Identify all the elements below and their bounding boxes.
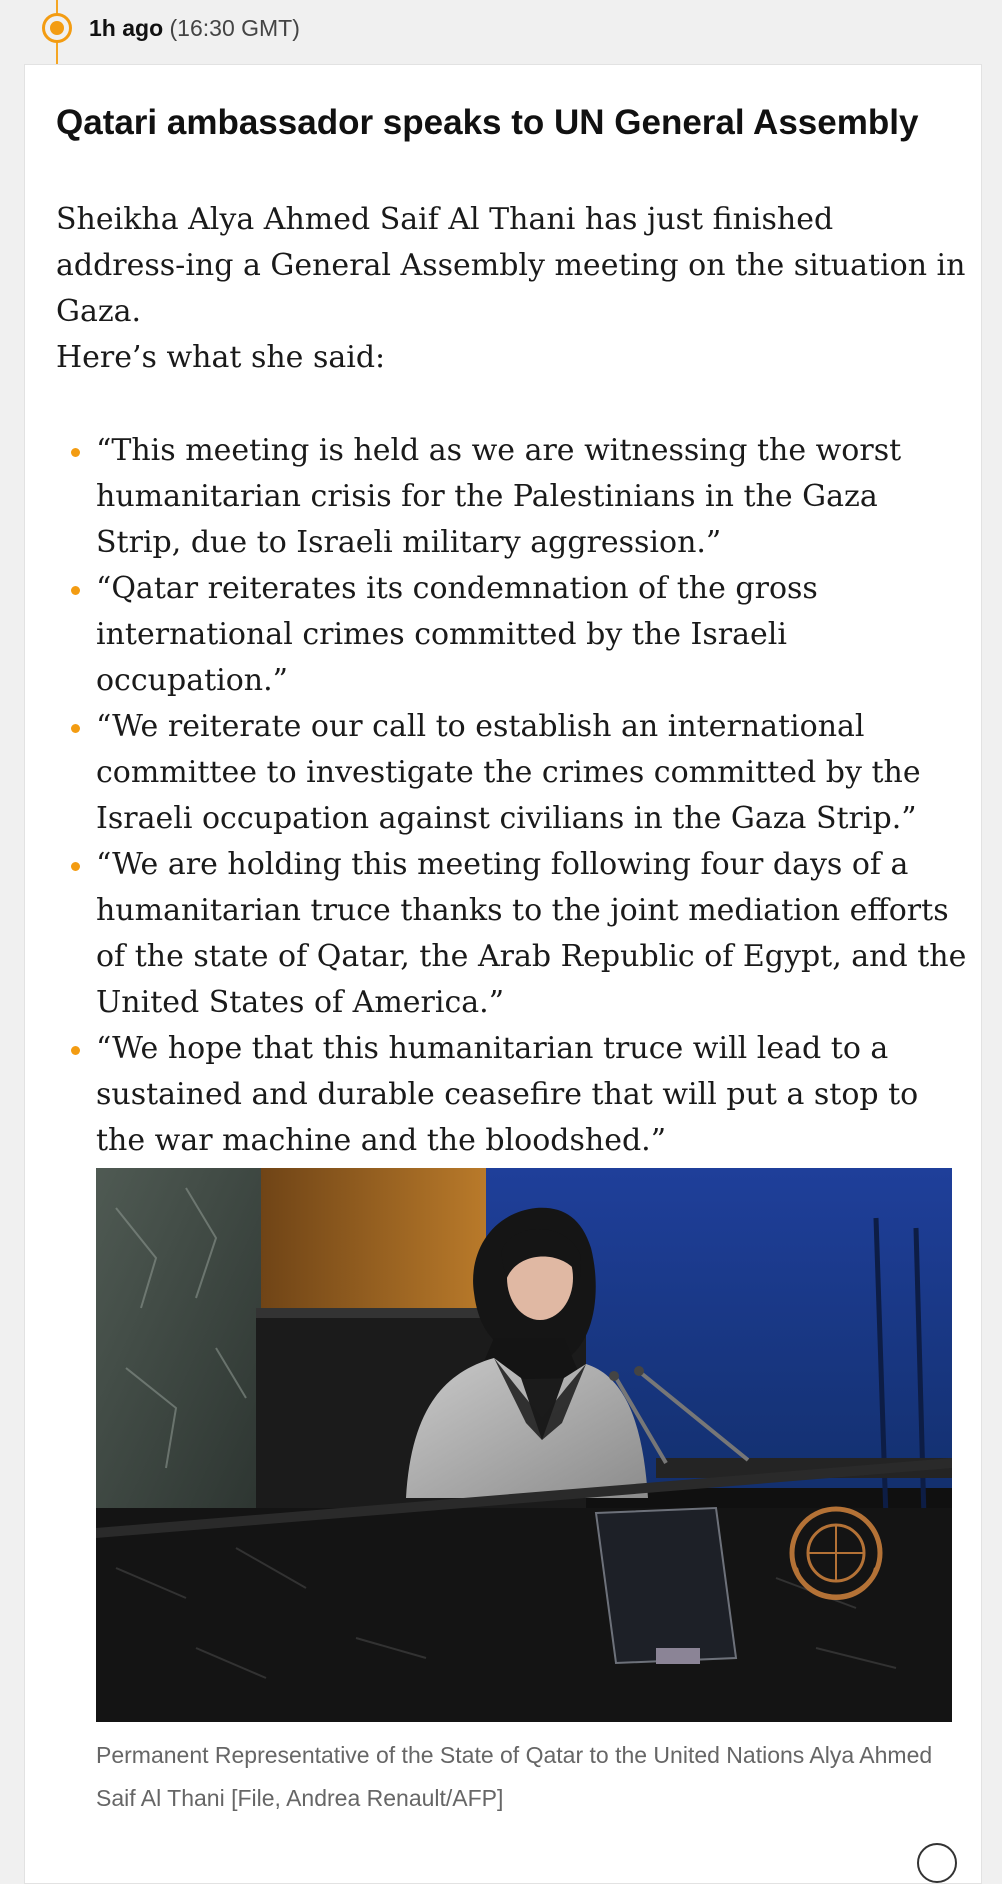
quotes-list — [56, 428, 970, 1164]
ambassador-photo[interactable] — [96, 1168, 952, 1722]
bullet-icon — [71, 448, 80, 457]
quote-item — [56, 428, 970, 566]
post-headline: Qatari ambassador speaks to UN General Assembly — [56, 103, 919, 142]
post-intro: Sheikha Alya Ahmed Saif Al Thani has just finished address-ing a General Assembly meeting on the situation in Gaza. — [56, 202, 966, 329]
timeline-dot-core — [50, 21, 64, 35]
share-icon[interactable] — [917, 1843, 957, 1883]
quote-text: “This meeting is held as we are witnessing the worst humanitarian crisis for the Palestinians in the Gaza Strip, due to Israeli military aggression.” — [96, 433, 902, 560]
image-caption: Permanent Representative of the State of Qatar to the United Nations Alya Ahmed Saif Al Thani [File, Andrea Renault/AFP] — [96, 1742, 933, 1811]
quote-text: “Qatar reiterates its condemnation of the gross international crimes committed by the Israeli occupation.” — [96, 571, 818, 698]
quote-item — [56, 1026, 970, 1164]
bullet-icon — [71, 1046, 80, 1055]
live-blog-post — [24, 64, 982, 1884]
post-lead-in: Here’s what she said: — [56, 340, 386, 375]
quote-text: “We are holding this meeting following four days of a humanitarian truce thanks to the joint mediation efforts of the state of Qatar, the Arab Republic of Egypt, and the United States of America.” — [96, 847, 967, 1020]
bullet-icon — [71, 586, 80, 595]
quote-text: “We reiterate our call to establish an international committee to investigate the crimes committed by the Israeli occupation against civilians in the Gaza Strip.” — [96, 709, 921, 836]
timeline-dot-icon — [42, 13, 72, 43]
post-timestamp — [89, 14, 300, 42]
post-time-gmt: (16:30 GMT) — [169, 15, 300, 41]
photo-illustration — [96, 1168, 952, 1722]
post-time-ago: 1h ago — [89, 15, 164, 41]
quote-text: “We hope that this humanitarian truce will lead to a sustained and durable ceasefire that will put a stop to the war machine and the bloodshed.” — [96, 1031, 919, 1158]
bullet-icon — [71, 724, 80, 733]
quote-item — [56, 842, 970, 1026]
bullet-icon — [71, 862, 80, 871]
quote-item — [56, 566, 970, 704]
quote-item — [56, 704, 970, 842]
